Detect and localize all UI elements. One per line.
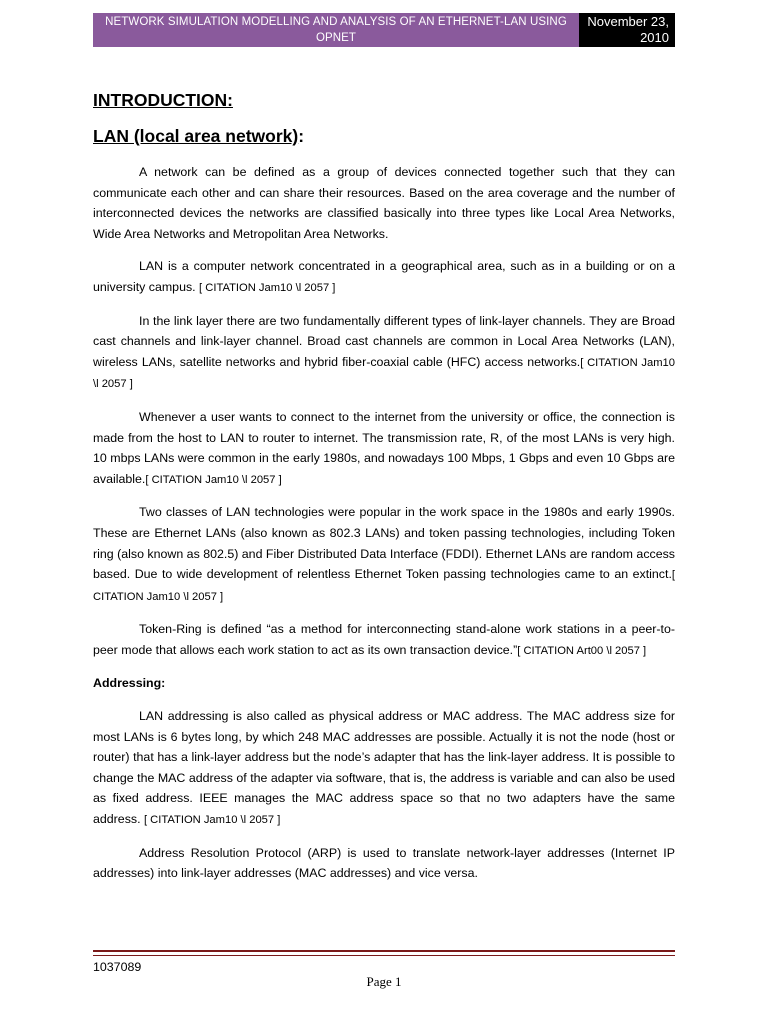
footer-rule: [93, 950, 675, 952]
paragraph: [93, 407, 675, 490]
citation: [ CITATION Art00 \l 2057 ]: [517, 644, 647, 657]
paragraph-text: LAN is a computer network concentrated in a geographical area, such as in a building or on a university campus.: [93, 259, 675, 294]
lan-heading: [93, 124, 675, 148]
paragraph: [93, 502, 675, 607]
header-date: November 23, 2010: [579, 13, 675, 47]
paragraph: [93, 162, 675, 244]
paragraph-text: LAN addressing is also called as physical address or MAC address. The MAC address size for most LANs is 6 bytes long, by which 248 MAC addresses are possible. Actually it is not the node (host or router) that has a link-layer address but the node’s adapter that has the link-layer address. It is possible to change the MAC address of the adapter via software, that is, the address is variable and can also be used as fixed address. IEEE manages the MAC address space so that no two adapters have the same address.: [93, 709, 675, 827]
footer-rule-thin: [93, 955, 675, 956]
citation: [ CITATION Jam10 \l 2057 ]: [143, 814, 281, 827]
page-header: [93, 13, 675, 47]
paragraph-text: Two classes of LAN technologies were popular in the work space in the 1980s and early 1990s. These are Ethernet LANs (also known as 802.3 LANs) and token passing technologies, including Token ring (also known as 802.5) and Fiber Distributed Data Interface (FDDI). Ethernet LANs are random access based. Due to wide development of relentless Ethernet Token passing technologies came to an extinct.: [93, 505, 675, 582]
citation: [ CITATION Jam10 \l 2057 ]: [199, 281, 336, 294]
citation: [ CITATION Jam10 \l 2057 ]: [93, 356, 675, 391]
citation: [ CITATION Jam10 \l 2057 ]: [145, 473, 282, 486]
lan-heading-text: LAN (local area network): [93, 126, 299, 146]
document-body: [93, 88, 675, 896]
page-number: Page 1: [366, 974, 402, 989]
header-title: NETWORK SIMULATION MODELLING AND ANALYSIS OF AN ETHERNET-LAN USING OPNET: [93, 13, 579, 47]
citation: [ CITATION Jam10 \l 2057 ]: [93, 569, 675, 603]
paragraph: [93, 256, 675, 298]
addressing-heading: Addressing:: [93, 676, 166, 691]
paragraph-text: Token-Ring is defined “as a method for interconnecting stand-alone work stations in a peer-to-peer mode that allows each work station to act as its own transaction device.”: [93, 622, 675, 657]
paragraph-text: Whenever a user wants to connect to the internet from the university or office, the connection is made from the host to LAN to router to internet. The transmission rate, R, of the most LANs is very high. 10 mbps LANs were common in the early 1980s, and nowadays 100 Mbps, 1 Gbps and even 10 Gbps are available.: [93, 409, 675, 486]
paragraph: [93, 843, 675, 884]
paragraph: [93, 311, 675, 395]
paragraph: [93, 706, 675, 831]
paragraph: [93, 619, 675, 661]
paragraph-text: A network can be defined as a group of devices connected together such that they can communicate each other and can share their resources. Based on the area coverage and the number of interconnected devices the networks are classified basically into three types like Local Area Networks, Wide Area Networks and Metropolitan Area Networks.: [93, 165, 675, 241]
student-id: 1037089: [93, 960, 142, 974]
paragraph-text: In the link layer there are two fundamentally different types of link-layer channels. They are Broad cast channels and link-layer channel. Broad cast channels are common in Local Area Networks (LAN), wireless LANs, satellite networks and hybrid fiber-coaxial cable (HFC) access networks.: [93, 313, 675, 369]
paragraph-text: Address Resolution Protocol (ARP) is used to translate network-layer addresses (Internet IP addresses) into link-layer addresses (MAC addresses) and vice versa.: [93, 845, 675, 881]
intro-heading: INTRODUCTION:: [93, 90, 233, 110]
lan-heading-colon: :: [298, 126, 305, 146]
